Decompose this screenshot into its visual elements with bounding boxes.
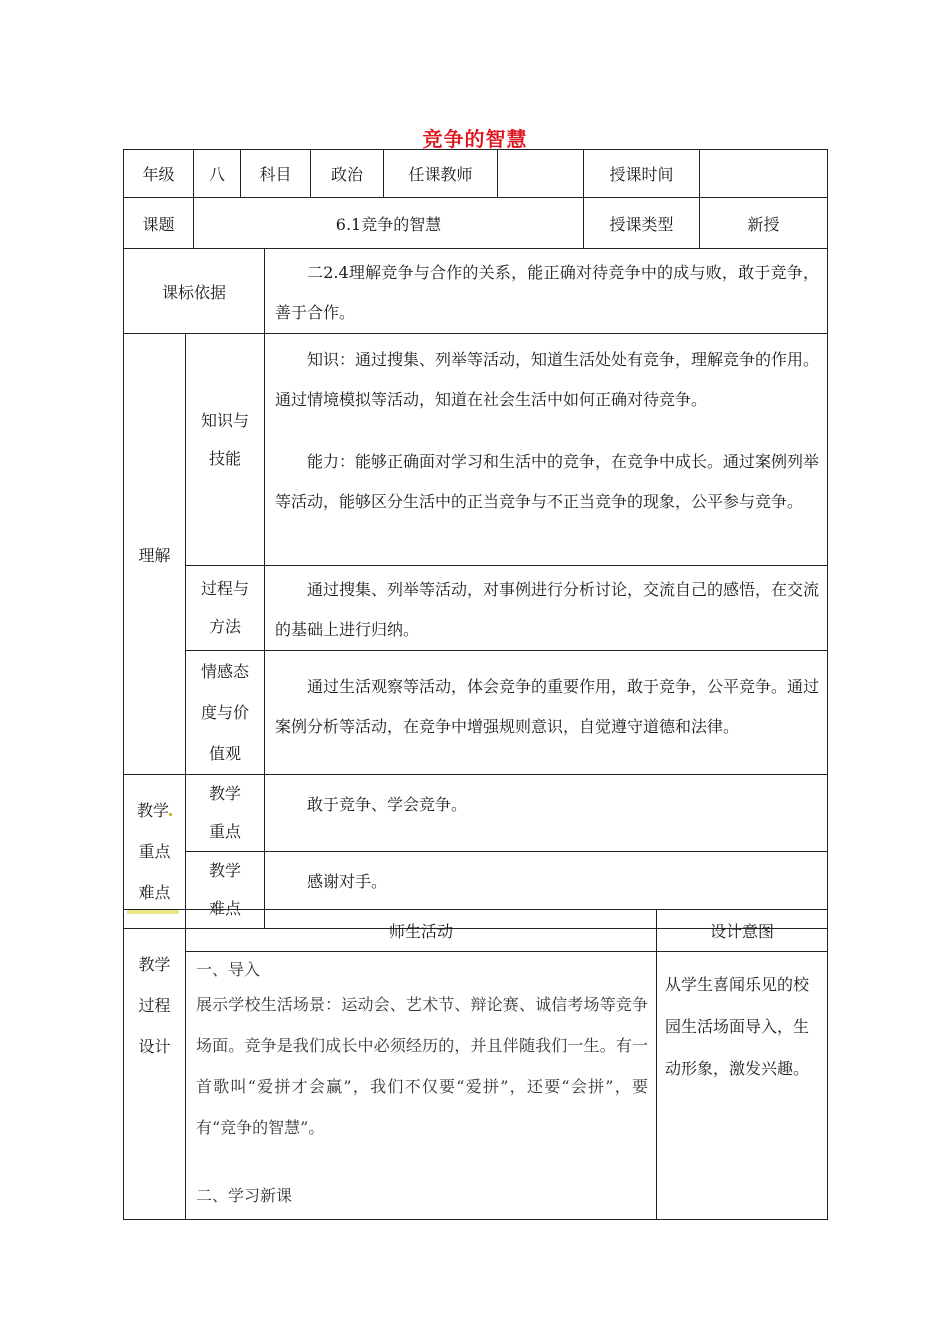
keypoints-label-line1: 教学 [124,790,185,831]
intent-text: 从学生喜闻乐见的校园生活场面导入，生动形象，激发兴趣。 [665,975,810,1078]
knowledge-label-line1: 知识与 [201,410,250,430]
subject-label: 科目 [241,150,311,198]
type-value: 新授 [700,198,828,249]
teacher-value [498,150,584,198]
intro-text: 展示学校生活场景：运动会、艺术节、辩论赛、诚信考场等竞争场面。竞争是我们成长中必须经历的，并且伴随我们一生。有一首歌叫“爱拼才会赢”，我们不仅要“爱拼”，还要“会拼”，要有“竞争的智慧”。 [196,995,648,1137]
emotion-label-line2: 度与价 [201,703,250,722]
focus-label-line2: 重点 [209,822,242,841]
info-table [123,149,828,249]
teacher-label: 任课教师 [384,150,498,198]
col-intent: 设计意图 [657,910,828,952]
ability-text: 能力：能够正确面对学习和生活中的竞争，在竞争中成长。通过案例列举等活动，能够区分生活中的正当竞争与不正当竞争的现象，公平参与竞争。 [275,452,820,511]
goals-table [123,248,828,929]
difficulty-label-line2: 难点 [209,899,242,918]
grade-value: 八 [194,150,241,198]
focus-label-line1: 教学 [209,784,242,803]
marker-dot [169,813,172,816]
emotion-label-line3: 值观 [209,744,242,763]
keypoints-label-line2: 重点 [138,842,171,861]
design-label-line1: 教学 [138,955,171,974]
col-activity: 师生活动 [186,910,657,952]
process-table [123,909,828,1220]
new-lesson-heading: 二、学习新课 [196,1186,293,1205]
document-title: 竞争的智慧 [422,127,528,151]
grade-label: 年级 [124,150,194,198]
process-label-line1: 过程与 [201,579,250,598]
intro-heading: 一、导入 [196,960,261,979]
process-label-line2: 方法 [209,617,242,636]
topic-label: 课题 [124,198,194,249]
emotion-text: 通过生活观察等活动，体会竞争的重要作用，敢于竞争，公平竞争。通过案例分析等活动，在竞争中增强规则意识，自觉遵守道德和法律。 [275,677,820,736]
difficulty-label-line1: 教学 [209,861,242,880]
subject-value: 政治 [311,150,384,198]
basis-text: 二2.4理解竞争与合作的关系，能正确对待竞争中的成与败，敢于竞争，善于合作。 [275,263,820,322]
goals-label: 理解 [124,334,186,775]
time-value [700,150,828,198]
type-label: 授课类型 [584,198,700,249]
focus-text: 敢于竞争、学会竞争。 [307,795,468,814]
keypoints-label-line3: 难点 [138,883,171,902]
design-label-line3: 设计 [138,1037,171,1056]
knowledge-text: 知识：通过搜集、列举等活动，知道生活处处有竞争，理解竞争的作用。通过情境模拟等活动，知道在社会生活中如何正确对待竞争。 [275,350,820,409]
knowledge-label-line2: 技能 [209,448,242,468]
process-text: 通过搜集、列举等活动，对事例进行分析讨论，交流自己的感悟，在交流的基础上进行归纳。 [275,580,820,639]
topic-value: 6.1竞争的智慧 [194,198,584,249]
difficulty-text: 感谢对手。 [307,872,388,891]
time-label: 授课时间 [584,150,700,198]
basis-label: 课标依据 [124,249,265,334]
emotion-label-line1: 情感态 [201,662,250,681]
design-label-line2: 过程 [138,996,171,1015]
